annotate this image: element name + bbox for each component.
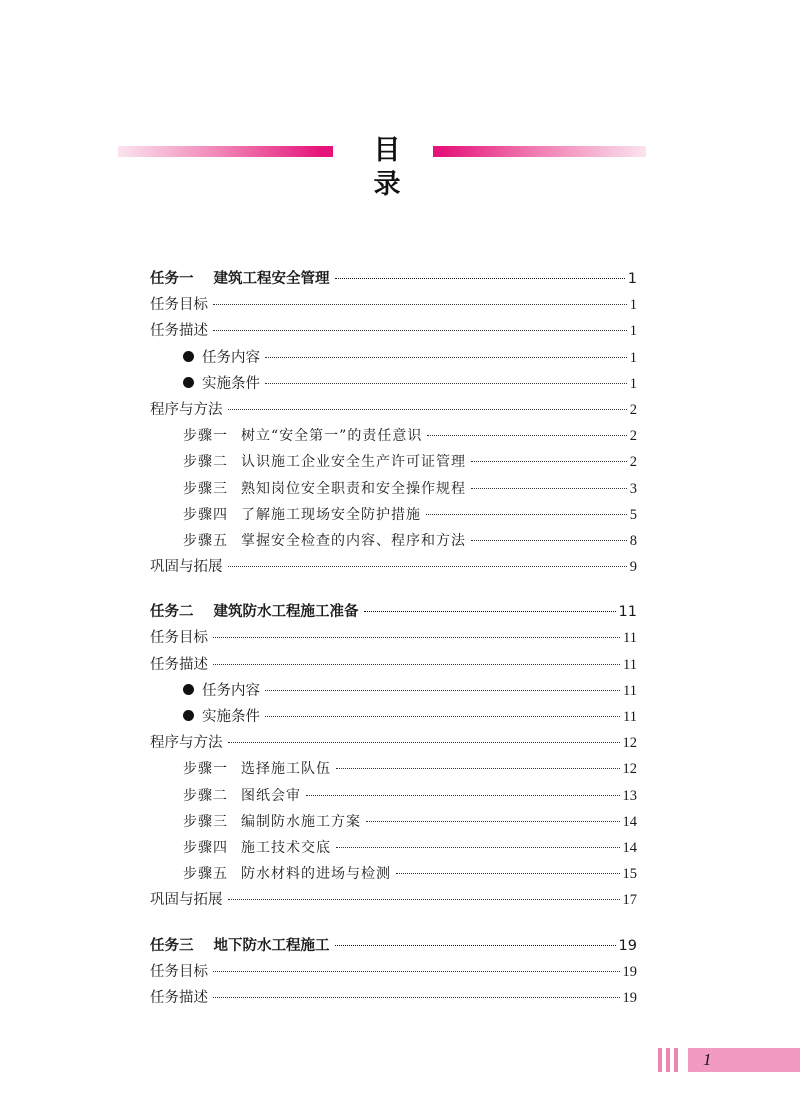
page-ref: 2: [629, 454, 637, 471]
tab-stripe: [674, 1048, 678, 1072]
task-prefix: 任务三: [150, 937, 194, 954]
title-decor-tip-left: [321, 146, 333, 157]
step-number: 步骤一: [183, 761, 228, 778]
page-ref: 2: [629, 428, 637, 445]
step-title: 防水材料的进场与检测: [241, 866, 391, 883]
entry-label: 任务内容: [202, 349, 260, 366]
dot-leader: [471, 461, 627, 462]
page-ref: 11: [618, 604, 637, 621]
dot-leader: [265, 357, 627, 358]
page-ref: 8: [629, 532, 637, 549]
toc-entry-goal[interactable]: [150, 959, 637, 985]
dot-leader: [335, 278, 625, 279]
dot-leader: [213, 304, 627, 305]
page-ref: 3: [629, 480, 637, 497]
bullet-icon: [183, 710, 194, 721]
page-ref: 14: [622, 813, 637, 830]
dot-leader: [335, 945, 616, 946]
toc-section-3: [150, 933, 637, 1012]
toc-entry-method[interactable]: [150, 730, 637, 756]
toc-entry-step[interactable]: [150, 756, 637, 782]
dot-leader: [336, 847, 620, 848]
title-decor-bar-left: [118, 146, 323, 157]
toc-entry-step[interactable]: [150, 783, 637, 809]
step-title: 施工技术交底: [241, 839, 331, 856]
page-ref: 11: [623, 682, 637, 699]
dot-leader: [228, 742, 620, 743]
page-ref: 12: [622, 761, 637, 778]
toc-entry-step[interactable]: [150, 476, 637, 502]
tab-stripe: [658, 1048, 662, 1072]
toc-entry-bullet[interactable]: [150, 345, 637, 371]
toc-entry-step[interactable]: [150, 502, 637, 528]
step-title: 选择施工队伍: [241, 761, 331, 778]
page-ref: 1: [627, 271, 637, 287]
toc-entry-task-heading[interactable]: [150, 933, 637, 959]
step-title: 编制防水施工方案: [241, 813, 361, 830]
toc-entry-goal[interactable]: [150, 625, 637, 651]
dot-leader: [265, 716, 620, 717]
page-number: 1: [703, 1050, 712, 1069]
page-title: 目录: [373, 135, 431, 200]
toc-entry-desc[interactable]: [150, 318, 637, 344]
page-ref: 11: [623, 709, 637, 725]
dot-leader: [265, 690, 620, 691]
dot-leader: [213, 637, 620, 638]
entry-label: 任务目标: [150, 630, 208, 647]
entry-label: 任务描述: [150, 656, 208, 673]
toc-entry-bullet[interactable]: [150, 678, 637, 704]
page-ref: 5: [629, 506, 637, 523]
entry-label: 任务内容: [202, 682, 260, 699]
page-ref: 1: [629, 323, 637, 340]
entry-label: 任务描述: [150, 989, 208, 1006]
entry-label: 任务目标: [150, 963, 208, 980]
step-number: 步骤五: [183, 866, 228, 883]
toc-entry-bullet[interactable]: [150, 371, 637, 397]
page-ref: 1: [629, 375, 637, 392]
page-ref: 11: [623, 656, 637, 673]
toc-entry-goal[interactable]: [150, 292, 637, 318]
toc-entry-task-heading[interactable]: [150, 266, 637, 292]
step-title: 熟知岗位安全职责和安全操作规程: [241, 480, 466, 497]
step-number: 步骤四: [183, 839, 228, 856]
page-ref: 19: [622, 989, 637, 1006]
toc-section-2: [150, 599, 637, 913]
page-number-tab: [658, 1048, 800, 1072]
step-number: 步骤三: [183, 813, 228, 830]
step-number: 步骤二: [183, 454, 228, 471]
entry-label: 实施条件: [202, 375, 260, 392]
toc-entry-extend[interactable]: [150, 887, 637, 913]
dot-leader: [228, 409, 627, 410]
dot-leader: [213, 971, 620, 972]
step-title: 掌握安全检查的内容、程序和方法: [241, 532, 466, 549]
bullet-icon: [183, 351, 194, 362]
toc-entry-bullet[interactable]: [150, 704, 637, 730]
dot-leader: [396, 873, 620, 874]
dot-leader: [427, 435, 626, 436]
toc-entry-step[interactable]: [150, 861, 637, 887]
title-decor-bar-right: [441, 146, 646, 157]
toc-entry-task-heading[interactable]: [150, 599, 637, 625]
page-ref: 15: [622, 866, 637, 883]
entry-label: 程序与方法: [150, 735, 223, 752]
page-ref: 19: [618, 937, 637, 954]
toc-entry-step[interactable]: [150, 528, 637, 554]
toc-entry-step[interactable]: [150, 809, 637, 835]
toc-entry-step[interactable]: [150, 835, 637, 861]
toc-section-1: [150, 266, 637, 580]
step-number: 步骤一: [183, 428, 228, 445]
page-ref: 14: [622, 839, 637, 856]
step-title: 认识施工企业安全生产许可证管理: [241, 454, 466, 471]
page-ref: 1: [629, 297, 637, 314]
dot-leader: [306, 795, 620, 796]
task-prefix: 任务二: [150, 604, 194, 621]
task-title: 地下防水工程施工: [213, 937, 330, 954]
page-ref: 17: [622, 892, 637, 909]
dot-leader: [265, 383, 627, 384]
bullet-icon: [183, 377, 194, 388]
step-title: 图纸会审: [241, 787, 301, 804]
step-number: 步骤三: [183, 480, 228, 497]
dot-leader: [471, 488, 627, 489]
dot-leader: [228, 899, 620, 900]
dot-leader: [366, 821, 620, 822]
step-title: 了解施工现场安全防护措施: [241, 506, 421, 523]
task-title: 建筑工程安全管理: [213, 271, 330, 287]
page-ref: 11: [623, 630, 637, 647]
page-ref: 19: [622, 963, 637, 980]
step-number: 步骤四: [183, 506, 228, 523]
dot-leader: [364, 611, 616, 612]
entry-label: 任务目标: [150, 297, 208, 314]
table-of-contents: [150, 266, 637, 1011]
page-ref: 13: [622, 787, 637, 804]
page-ref: 9: [629, 559, 637, 576]
page-ref: 2: [629, 401, 637, 418]
entry-label: 巩固与拓展: [150, 892, 223, 909]
toc-entry-step[interactable]: [150, 449, 637, 475]
toc-entry-step[interactable]: [150, 423, 637, 449]
tab-stripe: [666, 1048, 670, 1072]
task-prefix: 任务一: [150, 271, 194, 287]
toc-entry-extend[interactable]: [150, 554, 637, 580]
toc-entry-method[interactable]: [150, 397, 637, 423]
entry-label: 任务描述: [150, 323, 208, 340]
entry-label: 实施条件: [202, 709, 260, 725]
dot-leader: [213, 664, 620, 665]
page-ref: 12: [622, 735, 637, 752]
dot-leader: [336, 768, 620, 769]
dot-leader: [228, 566, 627, 567]
bullet-icon: [183, 684, 194, 695]
entry-label: 程序与方法: [150, 401, 223, 418]
toc-title-band: [118, 135, 646, 200]
dot-leader: [471, 540, 627, 541]
task-title: 建筑防水工程施工准备: [213, 604, 359, 621]
toc-entry-desc[interactable]: [150, 652, 637, 678]
step-number: 步骤五: [183, 532, 228, 549]
entry-label: 巩固与拓展: [150, 559, 223, 576]
dot-leader: [213, 330, 627, 331]
toc-entry-desc[interactable]: [150, 985, 637, 1011]
step-number: 步骤二: [183, 787, 228, 804]
page-ref: 1: [629, 349, 637, 366]
step-title: 树立“安全第一”的责任意识: [241, 428, 423, 445]
dot-leader: [426, 514, 627, 515]
dot-leader: [213, 997, 620, 998]
